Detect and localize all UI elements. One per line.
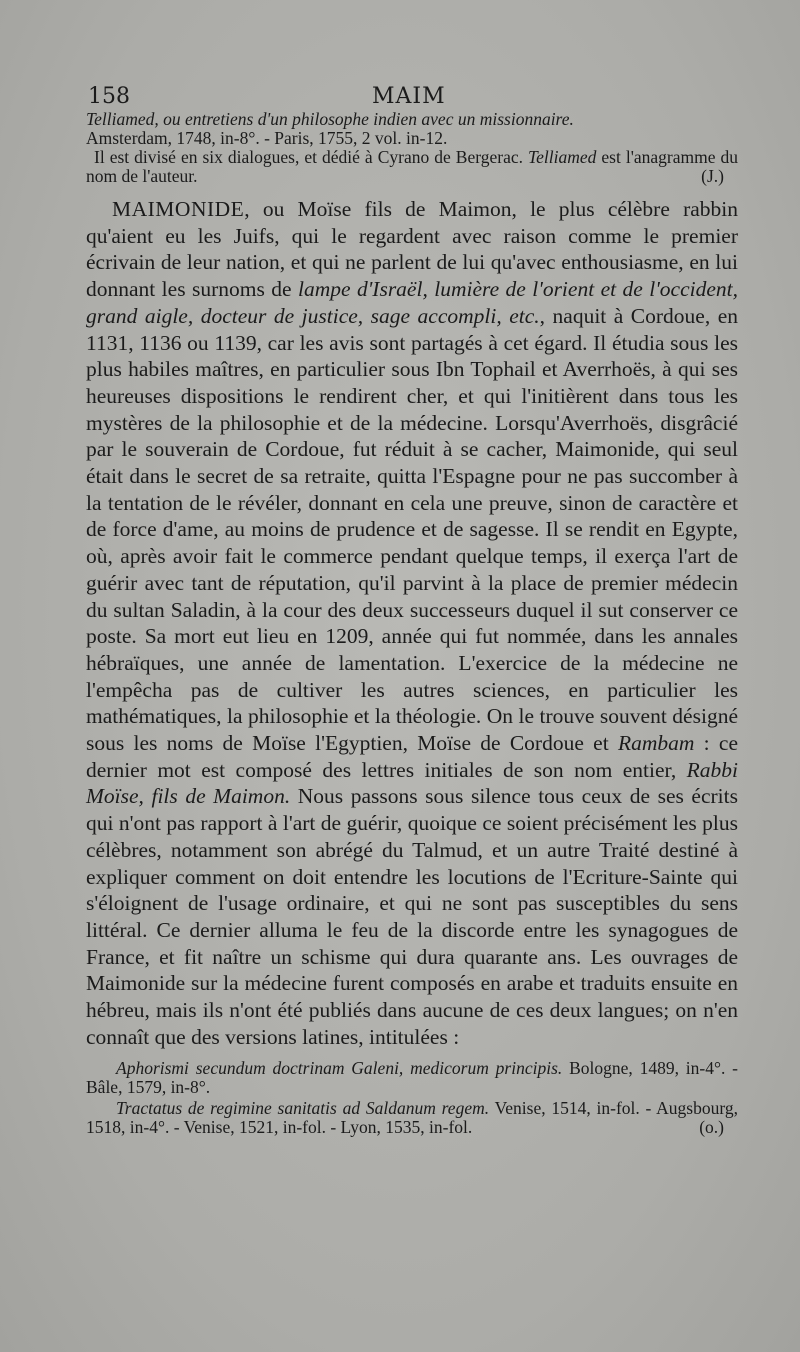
page-content [86,76,738,1139]
article-fullname: Rabbi Moïse, fils de Maimon. [86,757,738,809]
bibliography-imprint: Bologne, 1489, in-4°. - Bâle, 1579, in-8°. [86,1057,738,1097]
bibliography-item [86,1099,738,1137]
page-number: 158 [88,84,130,109]
article-text-3: : ce dernier mot est composé des lettres initiales de son nom entier, [86,731,738,782]
note-text-2: est l'anagramme du nom de l'auteur. [86,147,739,186]
article-text-2: , naquit à Cordoue, en 1131, 1136 ou 1139, car les avis sont partagés à cet égard. Il étudia sous les plus habiles maîtres, en particulier sous Ibn Tophail et Averrhoës, à qui ses heureuses dispositions le rendirent cher, et qui l'initièrent dans tous les mystères de la philosophie et de la médecine. Lorsqu'Averrhoës, disgrâcié par le souverain de Cordoue, fut réduit à se cacher, Maimonide, qui seul était dans le secret de sa retraite, quitta l'Espagne pour ne pas succomber à la tentation de le révéler, donnant en cela une preuve, sinon de caractère et de force d'ame, au moins de prudence et de sagesse. Il se rendit en Egypte, où, après avoir fait le commerce pendant quelque temps, il exerça l'art de guérir avec tant de réputation, qu'il parvint à la place de premier médecin du sultan Saladin, à la cour des deux successeurs duquel il sut conserver ce poste. Sa mort eut lieu en 1209, année qui fut nommée, dans les annales hébraïques, une année de lamentation. L'exercice de la médecine ne l'empêcha pas de cultiver les autres sciences, en particulier les mathématiques, la philosophie et la théologie. On le trouve souvent désigné sous les noms de Moïse l'Egyptien, Moïse de Cordoue et [86,303,738,756]
preceding-entry-imprint: Amsterdam, 1748, in-8°. - Paris, 1755, 2 vol. in-12. [86,128,448,148]
bibliography [86,1059,738,1137]
preceding-entry-title [86,110,738,129]
note-text-1: Il est divisé en six dialogues, et dédié à Cyrano de Bergerac. [94,147,528,167]
article-maimonide [86,196,738,1051]
author-marker: (J.) [701,166,724,186]
bibliography-imprint: Venise, 1514, in-fol. - Augsbourg, 1518, in-4°. - Venise, 1521, in-fol. - Lyon, 1535, in-fol. [86,1097,738,1137]
bibliography-title: Tractatus de regimine sanitatis ad Saldanum regem. [116,1097,490,1118]
author-marker: (o.) [699,1116,724,1137]
article-rambam: Rambam [617,731,695,756]
note-title-italic: Telliamed [528,147,597,167]
running-head [86,76,738,110]
article-epithets: lampe d'Israël, lumière de l'orient et de l'occident, grand aigle, docteur de justice, sage accompli, etc. [86,277,739,328]
article-headword: MAIMONIDE [112,197,245,221]
preceding-entry-note [86,148,738,186]
preceding-entry-title-italic: Telliamed, ou entretiens d'un philosophe indien avec un missionnaire. [86,109,574,129]
running-title: MAIM [372,84,446,109]
article-text-4: Nous passons sous silence tous ceux de ses écrits qui n'ont pas rapport à l'art de guérir, quoique ce soient précisément les plus célèbres, notamment son abrégé du Talmud, et un autre Traité destiné à expliquer comment on doit entendre les locutions de l'Ecriture-Sainte qui s'éloignent de l'usage ordinaire, et qui ne sont pas susceptibles du sens littéral. Ce dernier alluma le feu de la discorde entre les synagogues de France, et fit naître un schisme qui dura quarante ans. Les ouvrages de Maimonide sur la médecine furent composés en arabe et traduits ensuite en hébreu, mais ils n'ont été publiés dans aucune de ces deux langues; on n'en connaît que des versions latines, intitulées : [86,784,738,1049]
article-text-1: , ou Moïse fils de Maimon, le plus célèbre rabbin qu'aient eu les Juifs, qui le regardent avec raison comme le premier écrivain de leur nation, et qui ne parlent de lui qu'avec enthousiasme, en lui donnant les surnoms de [86,197,738,302]
bibliography-item [86,1059,738,1097]
bibliography-title: Aphorismi secundum doctrinam Galeni, medicorum principis. [116,1057,563,1078]
